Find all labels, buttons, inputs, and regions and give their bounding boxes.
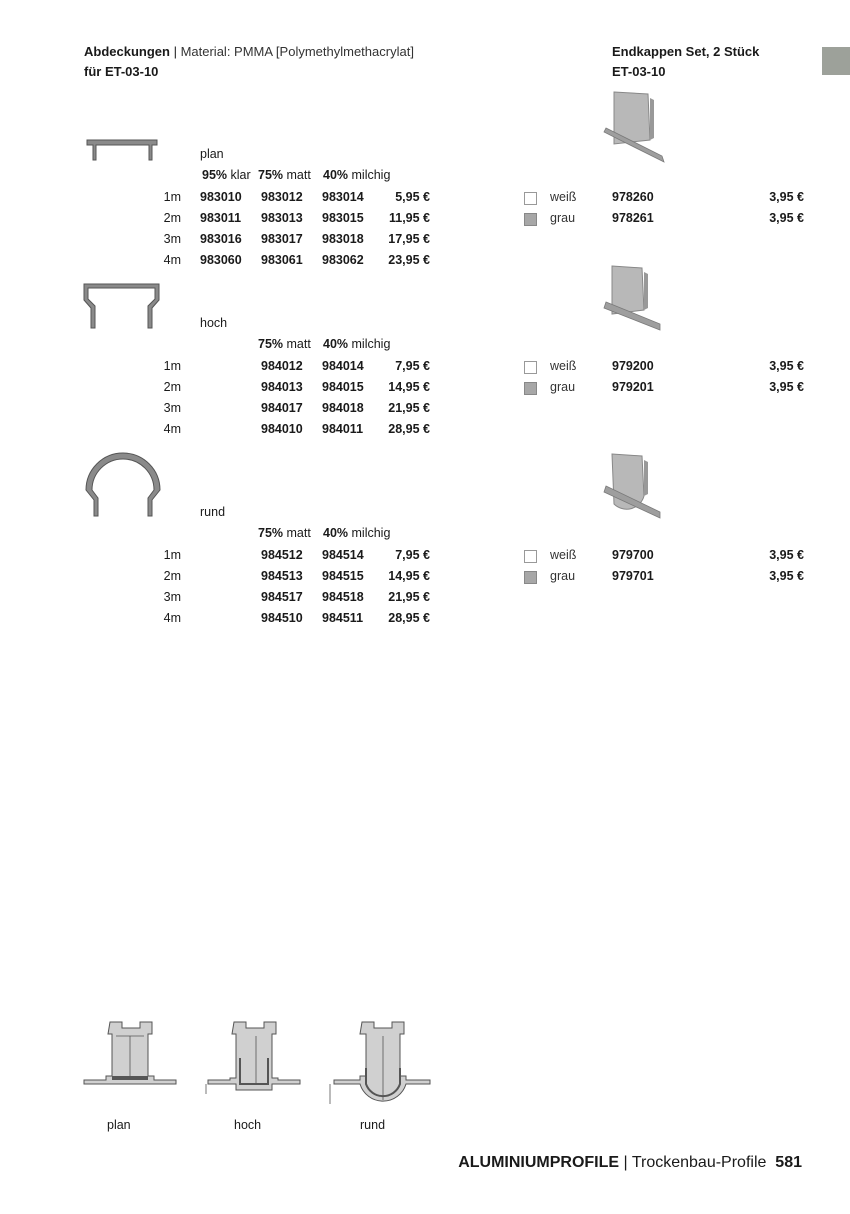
article-number-matt: 983013 bbox=[261, 211, 303, 225]
cap-article-number: 979201 bbox=[612, 380, 654, 394]
article-number-matt: 984512 bbox=[261, 548, 303, 562]
row-length: 1m bbox=[163, 190, 181, 204]
right-subtitle: ET-03-10 bbox=[612, 64, 666, 79]
plan-cross-section-diagram bbox=[82, 1018, 178, 1088]
article-number-milchig: 984514 bbox=[322, 548, 364, 562]
row-price: 5,95 € bbox=[395, 190, 430, 204]
column-header bbox=[258, 168, 311, 183]
article-number-klar: 983011 bbox=[200, 211, 242, 225]
page-number: 581 bbox=[775, 1154, 802, 1171]
left-title-bold: Abdeckungen bbox=[84, 44, 170, 59]
cap-price: 3,95 € bbox=[769, 190, 804, 204]
article-number-matt: 984010 bbox=[261, 422, 303, 436]
article-number-matt: 984513 bbox=[261, 569, 303, 583]
column-header bbox=[323, 337, 390, 352]
article-number-milchig: 984518 bbox=[322, 590, 364, 604]
article-number-milchig: 984011 bbox=[322, 422, 364, 436]
row-length: 1m bbox=[163, 548, 181, 562]
section-name-hoch: hoch bbox=[200, 316, 228, 330]
cap-price: 3,95 € bbox=[769, 380, 804, 394]
column-header bbox=[323, 168, 390, 183]
article-number-klar: 983060 bbox=[200, 253, 242, 267]
row-length: 4m bbox=[163, 422, 181, 436]
footer-category: ALUMINIUMPROFILE bbox=[458, 1154, 620, 1171]
chapter-tab bbox=[822, 47, 850, 75]
article-number-milchig: 983015 bbox=[322, 211, 364, 225]
column-header-percent: 75% bbox=[258, 526, 284, 540]
column-header-label: milchig bbox=[348, 168, 391, 182]
endcap-hoch-image bbox=[600, 262, 666, 336]
hoch-cross-section-diagram bbox=[202, 1018, 302, 1098]
row-price: 28,95 € bbox=[388, 611, 430, 625]
row-price: 28,95 € bbox=[388, 422, 430, 436]
cap-price: 3,95 € bbox=[769, 569, 804, 583]
cap-color: weiß bbox=[550, 548, 577, 562]
left-subtitle: für ET-03-10 bbox=[84, 64, 159, 79]
left-title-material: Material: PMMA [Polymethylmethacrylat] bbox=[180, 44, 414, 59]
article-number-milchig: 984015 bbox=[322, 380, 364, 394]
row-length: 4m bbox=[163, 253, 181, 267]
row-price: 11,95 € bbox=[388, 211, 430, 225]
color-swatch-white bbox=[524, 361, 537, 374]
row-price: 17,95 € bbox=[388, 232, 430, 246]
diagram-label-rund: rund bbox=[360, 1118, 386, 1132]
row-length: 1m bbox=[163, 359, 181, 373]
cap-color: grau bbox=[550, 211, 576, 225]
article-number-milchig: 984018 bbox=[322, 401, 364, 415]
article-number-matt: 984017 bbox=[261, 401, 303, 415]
color-swatch-white bbox=[524, 550, 537, 563]
color-swatch-grey bbox=[524, 571, 537, 584]
section-name-plan: plan bbox=[200, 147, 224, 161]
column-header-label: matt bbox=[283, 337, 311, 351]
column-header bbox=[258, 337, 311, 352]
column-header-percent: 40% bbox=[323, 337, 349, 351]
column-header bbox=[202, 168, 251, 183]
cap-color: weiß bbox=[550, 190, 577, 204]
article-number-milchig: 983018 bbox=[322, 232, 364, 246]
row-price: 21,95 € bbox=[388, 401, 430, 415]
cap-price: 3,95 € bbox=[769, 211, 804, 225]
rund-cross-section-diagram bbox=[326, 1018, 432, 1112]
column-header-label: matt bbox=[283, 526, 311, 540]
cap-article-number: 979701 bbox=[612, 569, 654, 583]
article-number-matt: 984517 bbox=[261, 590, 303, 604]
article-number-matt: 984510 bbox=[261, 611, 303, 625]
hoch-profile-icon bbox=[82, 282, 162, 332]
column-header-label: matt bbox=[283, 168, 311, 182]
article-number-milchig: 984511 bbox=[322, 611, 364, 625]
article-number-matt: 983061 bbox=[261, 253, 303, 267]
footer-subcategory: Trockenbau-Profile bbox=[631, 1154, 767, 1171]
footer-sep: | bbox=[619, 1154, 632, 1171]
article-number-milchig: 983014 bbox=[322, 190, 364, 204]
color-swatch-grey bbox=[524, 213, 537, 226]
row-price: 23,95 € bbox=[388, 253, 430, 267]
cap-article-number: 979200 bbox=[612, 359, 654, 373]
row-length: 2m bbox=[163, 569, 181, 583]
row-price: 21,95 € bbox=[388, 590, 430, 604]
row-price: 7,95 € bbox=[395, 359, 430, 373]
article-number-milchig: 984515 bbox=[322, 569, 364, 583]
column-header-percent: 95% bbox=[202, 168, 228, 182]
article-number-matt: 984013 bbox=[261, 380, 303, 394]
color-swatch-grey bbox=[524, 382, 537, 395]
cap-article-number: 978261 bbox=[612, 211, 654, 225]
left-title-sep: | bbox=[169, 44, 181, 59]
endcap-plan-image bbox=[600, 88, 670, 168]
cap-color: weiß bbox=[550, 359, 577, 373]
row-price: 14,95 € bbox=[388, 569, 430, 583]
column-header-label: milchig bbox=[348, 526, 391, 540]
diagram-label-hoch: hoch bbox=[234, 1118, 262, 1132]
column-header-label: milchig bbox=[348, 337, 391, 351]
column-header-percent: 75% bbox=[258, 168, 284, 182]
diagram-label-plan: plan bbox=[107, 1118, 131, 1132]
cap-color: grau bbox=[550, 569, 576, 583]
column-header-label: klar bbox=[227, 168, 251, 182]
cap-article-number: 978260 bbox=[612, 190, 654, 204]
cap-article-number: 979700 bbox=[612, 548, 654, 562]
column-header-percent: 40% bbox=[323, 526, 349, 540]
article-number-milchig: 984014 bbox=[322, 359, 364, 373]
column-header bbox=[258, 526, 311, 541]
row-price: 7,95 € bbox=[395, 548, 430, 562]
row-length: 3m bbox=[163, 232, 181, 246]
section-name-rund: rund bbox=[200, 505, 226, 519]
article-number-matt: 984012 bbox=[261, 359, 303, 373]
row-price: 14,95 € bbox=[388, 380, 430, 394]
right-title: Endkappen Set, 2 Stück bbox=[612, 44, 760, 59]
row-length: 3m bbox=[163, 401, 181, 415]
rund-profile-icon bbox=[82, 452, 164, 520]
row-length: 2m bbox=[163, 380, 181, 394]
column-header-percent: 75% bbox=[258, 337, 284, 351]
article-number-klar: 983016 bbox=[200, 232, 242, 246]
column-header bbox=[323, 526, 390, 541]
article-number-matt: 983017 bbox=[261, 232, 303, 246]
column-header-percent: 40% bbox=[323, 168, 349, 182]
footer bbox=[458, 1154, 802, 1172]
cap-price: 3,95 € bbox=[769, 548, 804, 562]
endcap-rund-image bbox=[600, 450, 666, 526]
article-number-klar: 983010 bbox=[200, 190, 242, 204]
article-number-matt: 983012 bbox=[261, 190, 303, 204]
row-length: 4m bbox=[163, 611, 181, 625]
row-length: 3m bbox=[163, 590, 181, 604]
row-length: 2m bbox=[163, 211, 181, 225]
left-title bbox=[84, 44, 414, 59]
color-swatch-white bbox=[524, 192, 537, 205]
plan-profile-icon bbox=[85, 138, 160, 164]
cap-price: 3,95 € bbox=[769, 359, 804, 373]
cap-color: grau bbox=[550, 380, 576, 394]
article-number-milchig: 983062 bbox=[322, 253, 364, 267]
